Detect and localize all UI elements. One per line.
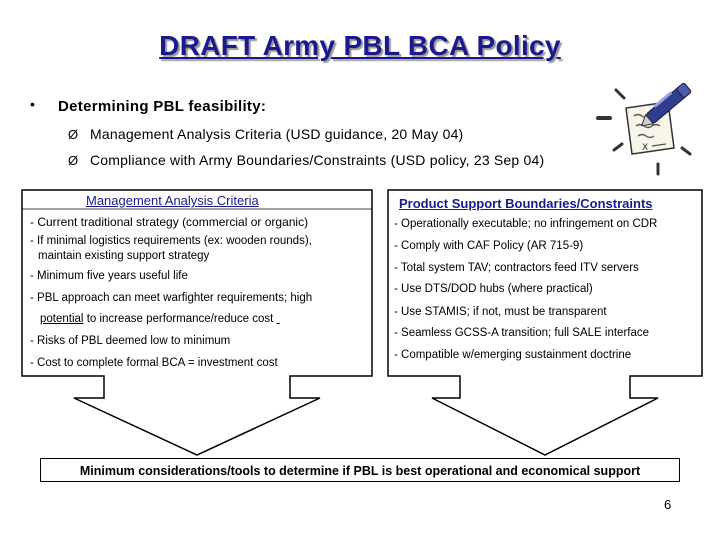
right-item-2: - Comply with CAF Policy (AR 715-9) xyxy=(394,240,584,252)
svg-text:X: X xyxy=(642,143,649,153)
left-box-heading: Management Analysis Criteria xyxy=(86,193,259,208)
page-number: 6 xyxy=(664,497,672,512)
right-item-6: - Seamless GCSS-A transition; full SALE interface xyxy=(394,327,650,339)
left-item-1: - Current traditional strategy (commercial or organic) xyxy=(30,215,309,229)
bullet-dot: • xyxy=(30,96,35,112)
summary-box: Minimum considerations/tools to determine if PBL is best operational and economical support xyxy=(40,458,680,482)
left-item-5: - Risks of PBL deemed low to minimum xyxy=(30,335,231,347)
left-item-2: - If minimal logistics requirements (ex: wooden rounds), xyxy=(30,235,312,247)
right-item-5: - Use STAMIS; if not, must be transparent xyxy=(394,306,607,318)
right-item-4: - Use DTS/DOD hubs (where practical) xyxy=(394,283,593,295)
potential-word: potential xyxy=(40,313,84,325)
left-item-6: - Cost to complete formal BCA = investment cost xyxy=(30,357,278,369)
arrowhead-bullet-icon: Ø xyxy=(68,127,79,142)
sub-point-1-text: Management Analysis Criteria (USD guidance, 20 May 04) xyxy=(90,126,464,142)
left-item-3: - Minimum five years useful life xyxy=(30,270,188,282)
left-item-4-tail: to increase performance/reduce cost xyxy=(86,313,274,325)
left-item-4: - PBL approach can meet warfighter requirements; high xyxy=(30,292,313,304)
left-item-4-cont xyxy=(40,313,280,326)
arrowhead-bullet-icon: Ø xyxy=(68,153,79,168)
right-item-7: - Compatible w/emerging sustainment doctrine xyxy=(394,349,632,361)
underline-space xyxy=(277,313,280,325)
slide-title: DRAFT Army PBL BCA Policy xyxy=(159,30,561,61)
main-point: Determining PBL feasibility: xyxy=(58,98,267,115)
right-box-heading: Product Support Boundaries/Constraints xyxy=(399,196,653,211)
sub-point-2-text: Compliance with Army Boundaries/Constraints (USD policy, 23 Sep 04) xyxy=(90,152,545,168)
left-item-2-cont: maintain existing support strategy xyxy=(38,250,210,262)
right-item-3: - Total system TAV; contractors feed ITV servers xyxy=(394,262,639,274)
right-item-1: - Operationally executable; no infringement on CDR xyxy=(394,218,658,230)
